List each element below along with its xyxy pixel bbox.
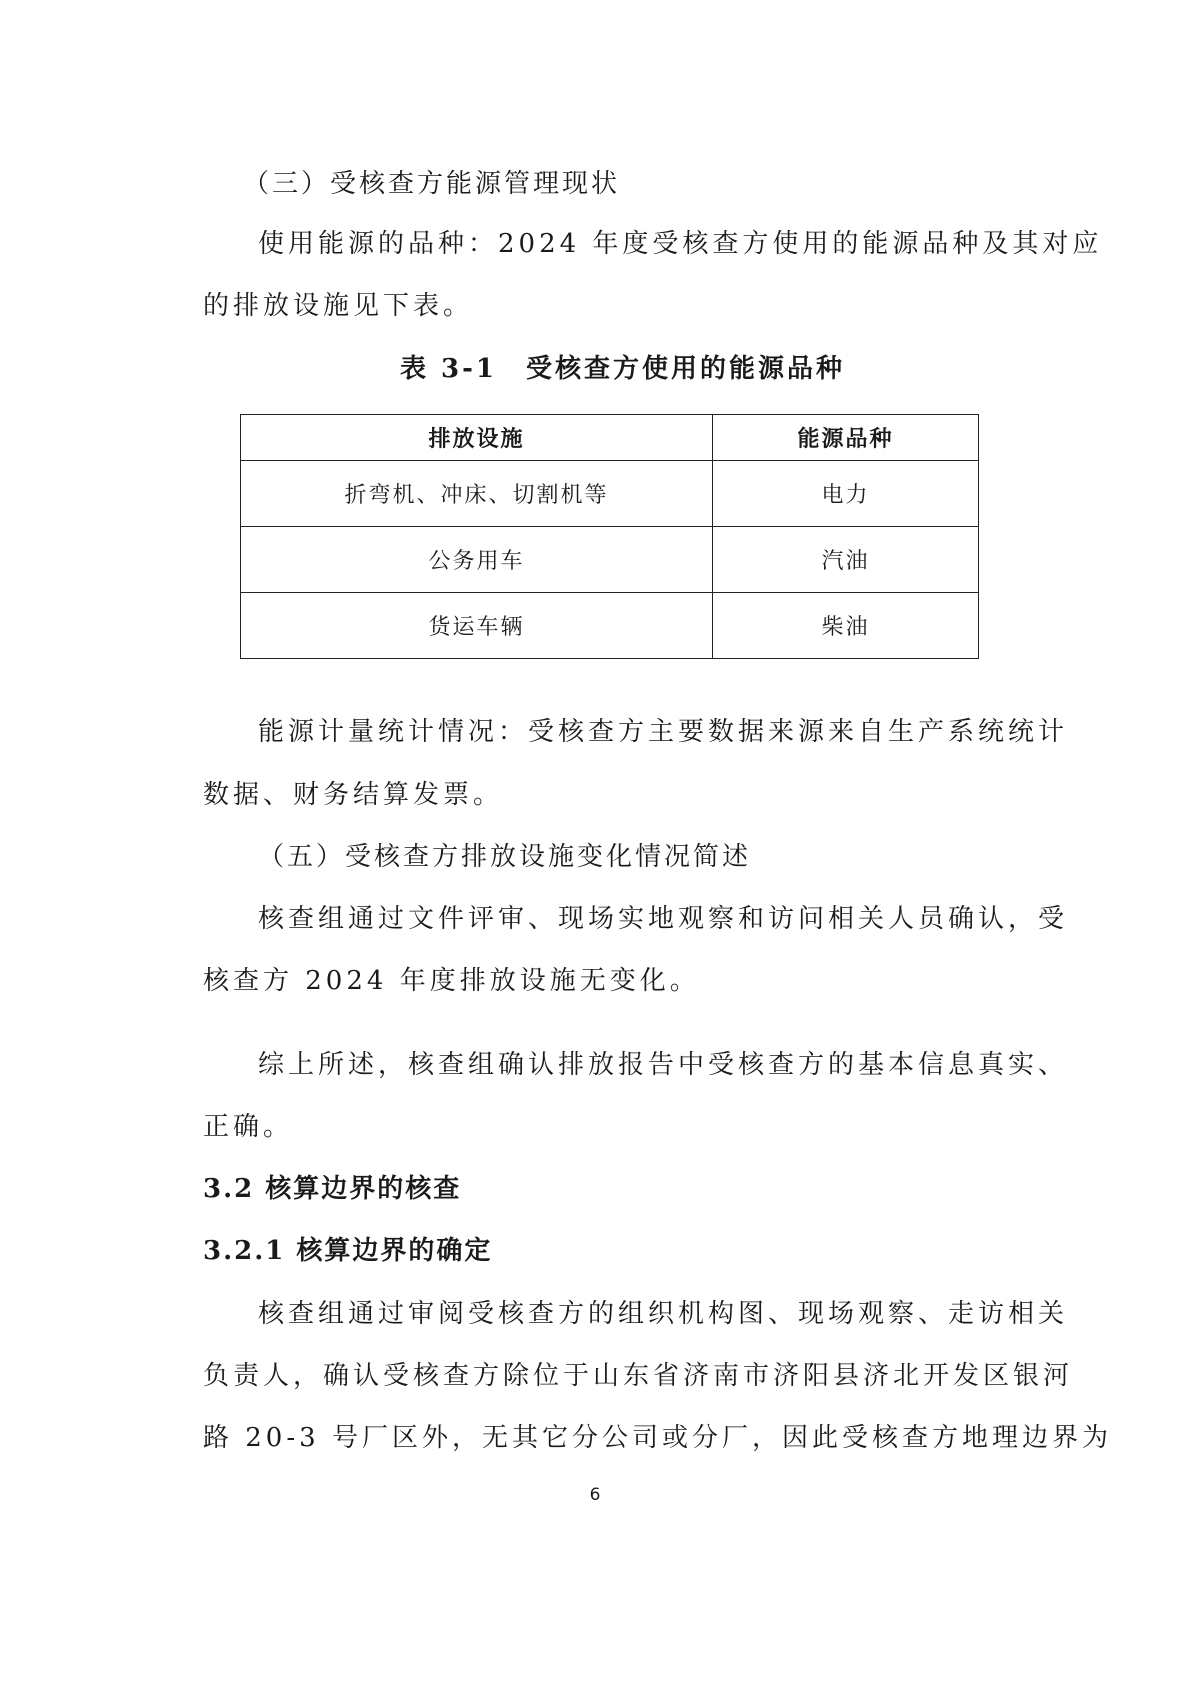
cell-energy: 汽油 [713,527,979,593]
section5-line-1: 核查组通过文件评审、现场实地观察和访问相关人员确认，受 [258,904,1069,934]
section3-heading: （三）受核查方能源管理现状 [243,169,621,199]
summary-line-2: 正确。 [203,1112,294,1142]
energy-types-table [240,414,979,659]
metering-line-1: 能源计量统计情况：受核查方主要数据来源来自生产系统统计 [258,717,1069,747]
section5-line-2: 核查方 2024 年度排放设施无变化。 [203,966,700,996]
page-number: 6 [589,1485,601,1505]
cell-facility: 折弯机、冲床、切割机等 [241,461,713,527]
section5-heading: （五）受核查方排放设施变化情况简述 [258,842,752,872]
boundary-line-1: 核查组通过审阅受核查方的组织机构图、现场观察、走访相关 [258,1299,1069,1329]
table-row [241,527,979,593]
section-3-2-1-heading: 3.2.1 核算边界的确定 [203,1236,493,1266]
summary-line-1: 综上所述，核查组确认排放报告中受核查方的基本信息真实、 [258,1050,1069,1080]
table-header-row [241,415,979,461]
cell-energy: 柴油 [713,593,979,659]
column-header-facility: 排放设施 [241,415,713,461]
cell-facility: 公务用车 [241,527,713,593]
cell-energy: 电力 [713,461,979,527]
column-header-energy: 能源品种 [713,415,979,461]
section-3-2-heading: 3.2 核算边界的核查 [203,1174,462,1204]
boundary-line-2: 负责人，确认受核查方除位于山东省济南市济阳县济北开发区银河 [203,1361,1074,1391]
cell-facility: 货运车辆 [241,593,713,659]
table-caption: 表 3-1 受核查方使用的能源品种 [400,354,846,384]
energy-types-line-2: 的排放设施见下表。 [203,291,474,321]
table-row [241,461,979,527]
table-row [241,593,979,659]
energy-types-line-1: 使用能源的品种：2024 年度受核查方使用的能源品种及其对应 [258,229,1103,259]
metering-line-2: 数据、财务结算发票。 [203,780,504,810]
boundary-line-3: 路 20-3 号厂区外，无其它分公司或分厂，因此受核查方地理边界为 [203,1423,1112,1453]
